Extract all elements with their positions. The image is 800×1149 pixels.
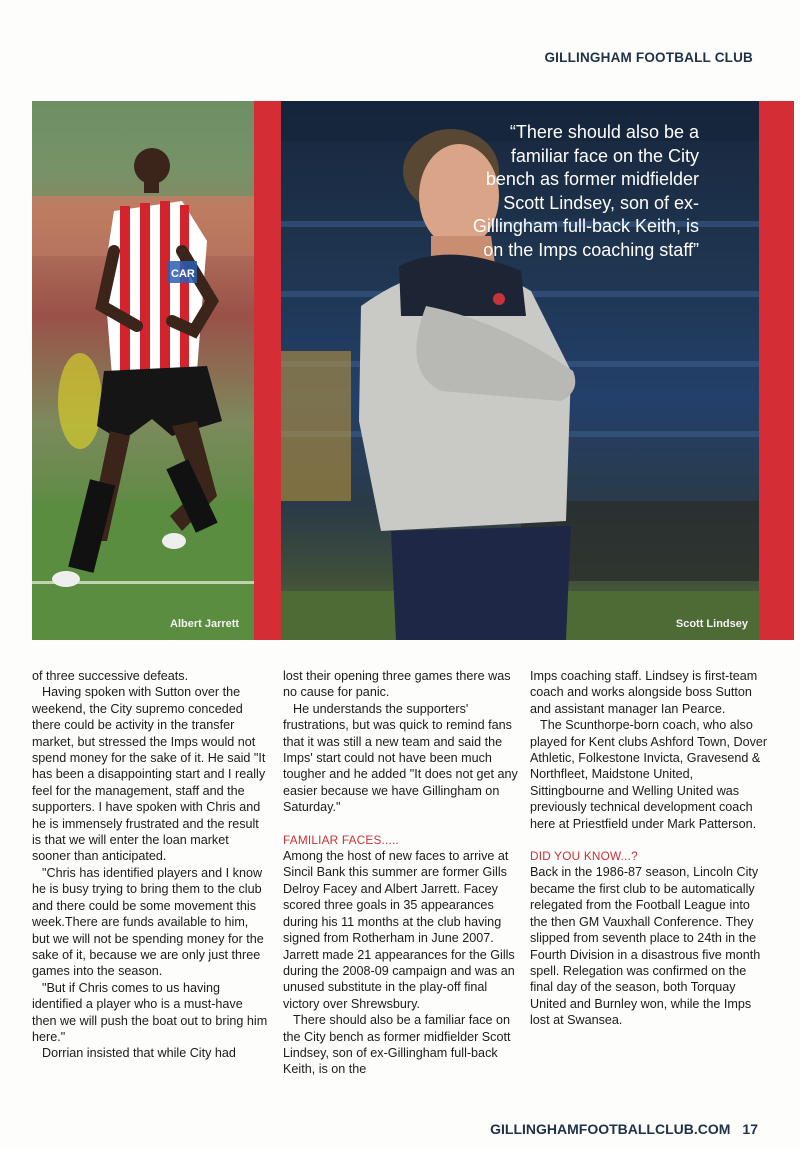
section-heading-familiar-faces: FAMILIAR FACES..... bbox=[283, 832, 399, 847]
shirt-sponsor-text: CAR bbox=[171, 268, 195, 280]
photo-scott-lindsey bbox=[281, 101, 759, 640]
paragraph: "But if Chris comes to us having identified a player who is a must-have then we will push the boat out to bring him here." bbox=[32, 980, 268, 1044]
section-heading-did-you-know: DID YOU KNOW...? bbox=[530, 849, 638, 864]
paragraph: of three successive defeats. bbox=[32, 669, 189, 683]
running-header: GILLINGHAM FOOTBALL CLUB bbox=[544, 50, 753, 65]
paragraph: Back in the 1986-87 season, Lincoln City became the first club to be automatically relegated from the Football League into the then GM Vauxhall Conference. They slipped from seventh place to 24th in the Fourth Division in a disastrous five month spell. Relegation was confirmed on the final day of the season, both Torquay United and Burnley won, while the Imps lost at Swansea. bbox=[530, 865, 761, 1028]
red-edge-strip bbox=[759, 101, 794, 640]
player-illustration bbox=[32, 101, 254, 640]
article-column-1 bbox=[32, 668, 268, 1062]
paragraph: There should also be a familiar face on the City bench as former midfielder Scott Lindsey, son of ex-Gillingham full-back Keith, is on the bbox=[283, 1013, 511, 1077]
paragraph: The Scunthorpe-born coach, who also played for Kent clubs Ashford Town, Dover Athletic, Folkestone Invicta, Gravesend & Northfleet, Maidstone United, Sittingbourne and Welling United was previously technical development coach here at Priestfield under Mark Patterson. bbox=[530, 718, 768, 831]
paragraph: Dorrian insisted that while City had bbox=[42, 1046, 236, 1061]
article-column-2 bbox=[283, 668, 519, 1078]
page-footer bbox=[490, 1121, 758, 1137]
page-number: 17 bbox=[742, 1121, 758, 1137]
photo-caption-right: Scott Lindsey bbox=[675, 618, 748, 630]
photo-caption-left: Albert Jarrett bbox=[170, 618, 240, 630]
photo-albert-jarrett bbox=[32, 101, 254, 640]
article-column-3 bbox=[530, 668, 770, 1029]
paragraph: Imps coaching staff. Lindsey is first-team coach and works alongside boss Sutton and assistant manager Ian Pearce. bbox=[530, 669, 758, 716]
paragraph: Among the host of new faces to arrive at Sincil Bank this summer are former Gills Delroy Facey and Albert Jarrett. Facey scored three goals in 35 appearances during his 11 months at the club having signed from Rotherham in June 2007. Jarrett made 21 appearances for the Gills during the 2008-09 campaign and was an unused substitute in the play-off final victory over Shrewsbury. bbox=[283, 849, 515, 1011]
paragraph: Having spoken with Sutton over the weekend, the City supremo conceded there could be activity in the transfer market, but stressed the Imps would not spend money for the sake of it. He said "It has been a disappointing start and I really feel for the management, staff and the supporters. I have spoken with Chris and he is immensely frustrated and the result is that we will enter the loan market sooner than anticipated. bbox=[32, 685, 266, 864]
pull-quote: “There should also be a familiar face on the City bench as former midfielder Scott Lindsey, son of ex-Gillingham full-back Keith, is on the Imps coaching staff” bbox=[472, 122, 699, 260]
red-divider-strip bbox=[254, 101, 281, 640]
photo-band bbox=[32, 101, 794, 640]
paragraph: lost their opening three games there was no cause for panic. bbox=[283, 669, 511, 700]
paragraph: "Chris has identified players and I know he is busy trying to bring them to the club and there could be some movement this week.There are funds available to him, but we will not be spending money for the sake of it, because we are only just three games into the season. bbox=[32, 865, 264, 979]
paragraph: He understands the supporters' frustrations, but was quick to remind fans that it was still a new team and said the Imps' start could not have been much tougher and he added "It does not get any easier because we have Gillingham on Saturday." bbox=[283, 701, 518, 815]
footer-website: GILLINGHAMFOOTBALLCLUB.COM bbox=[490, 1121, 731, 1137]
